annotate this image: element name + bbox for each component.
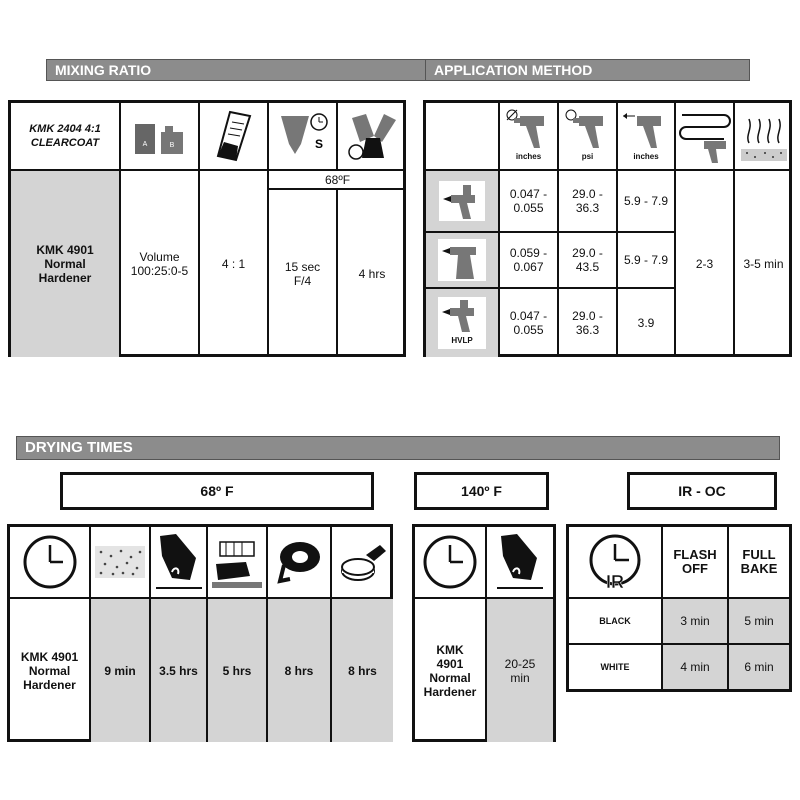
touch-dry-icon	[151, 527, 208, 599]
nozzle-header	[500, 103, 559, 171]
sanding-time: 5 hrs	[208, 599, 268, 742]
mixing-hardener: KMK 4901 Normal Hardener	[11, 171, 121, 357]
coats-icon	[676, 103, 735, 171]
touch-dry-icon-140	[487, 527, 553, 599]
touch-dry-time: 3.5 hrs	[151, 599, 208, 742]
drying-hardener-140: KMK 4901 Normal Hardener	[415, 599, 487, 742]
ir-black-bake: 5 min	[729, 599, 789, 645]
dust-free-time: 9 min	[91, 599, 151, 742]
full-bake-header: FULL BAKE	[729, 527, 789, 599]
mixing-stick-icon	[200, 103, 269, 171]
nozzle-size-icon	[504, 108, 554, 150]
mixing-temp: 68ºF	[269, 171, 406, 190]
application-corner	[426, 103, 500, 171]
application-method-table	[423, 100, 792, 357]
pressure-unit: psi	[581, 152, 594, 161]
viscosity-cup-icon	[269, 103, 338, 171]
spray-gun-suction	[426, 233, 500, 289]
polish-icon	[332, 527, 393, 599]
distance-unit: inches	[633, 152, 659, 161]
temp-68-label: 68º F	[60, 472, 374, 510]
polish-time: 8 hrs	[332, 599, 393, 742]
pot-life-icon	[338, 103, 406, 171]
pot-life-value: 4 hrs	[358, 266, 386, 281]
distance-icon	[621, 108, 671, 150]
row3-nozzle: 0.047 - 0.055	[500, 289, 559, 357]
flash-off-header: FLASH OFF	[663, 527, 729, 599]
dust-free-icon	[91, 527, 151, 599]
ir-oc-table	[566, 524, 792, 692]
row2-distance: 5.9 - 7.9	[618, 233, 676, 289]
viscosity-value: 15 sec F/4	[269, 190, 338, 357]
flash-off-icon	[735, 103, 792, 171]
pressure-icon	[563, 108, 613, 150]
mixing-ratio-title: MIXING RATIO	[46, 59, 426, 81]
product-label: KMK 2404 4:1 CLEARCOAT	[11, 103, 121, 171]
temp-140-label: 140º F	[414, 472, 549, 510]
nozzle-unit: inches	[515, 152, 542, 161]
row1-distance: 5.9 - 7.9	[618, 171, 676, 233]
distance-header	[618, 103, 676, 171]
clock-icon	[10, 527, 91, 599]
mixing-volume: Volume 100:25:0-5	[121, 171, 200, 357]
ir-black-label: BLACK	[569, 599, 663, 645]
row3-pressure: 29.0 - 36.3	[559, 289, 618, 357]
ir-black-flash: 3 min	[663, 599, 729, 645]
drying-68-table	[7, 524, 393, 742]
part-a-letter: A	[142, 141, 147, 148]
clock-icon-140	[415, 527, 487, 599]
sanding-icon	[208, 527, 268, 599]
row3-distance: 3.9	[618, 289, 676, 357]
tape-icon	[268, 527, 332, 599]
row1-pressure: 29.0 - 36.3	[559, 171, 618, 233]
ir-white-label: WHITE	[569, 645, 663, 689]
ir-oc-label: IR - OC	[627, 472, 777, 510]
seconds-letter: S	[314, 137, 323, 151]
drying-hardener-68: KMK 4901 Normal Hardener	[10, 599, 91, 742]
spray-gun-conventional	[426, 171, 500, 233]
mix-parts-icon	[121, 103, 200, 171]
ir-white-flash: 4 min	[663, 645, 729, 689]
coats-value: 2-3	[676, 171, 735, 357]
drying-times-title: DRYING TIMES	[16, 436, 780, 460]
time-140: 20-25 min	[487, 599, 553, 742]
mixing-ratio-table	[8, 100, 406, 357]
hvlp-gun-icon	[440, 298, 484, 334]
ir-clock-icon	[569, 527, 663, 599]
ir-white-bake: 6 min	[729, 645, 789, 689]
ir-icon-label: IR	[606, 572, 624, 592]
tape-time: 8 hrs	[268, 599, 332, 742]
spray-gun-hvlp	[426, 289, 500, 357]
part-b-letter: B	[169, 142, 174, 149]
row2-nozzle: 0.059 - 0.067	[500, 233, 559, 289]
row2-pressure: 29.0 - 43.5	[559, 233, 618, 289]
pressure-header	[559, 103, 618, 171]
mixing-ratio-value: 4 : 1	[200, 171, 269, 357]
application-method-title: APPLICATION METHOD	[425, 59, 750, 81]
drying-140-table	[412, 524, 556, 742]
row1-nozzle: 0.047 - 0.055	[500, 171, 559, 233]
flash-off-value: 3-5 min	[743, 257, 784, 271]
hvlp-label: HVLP	[451, 336, 473, 345]
